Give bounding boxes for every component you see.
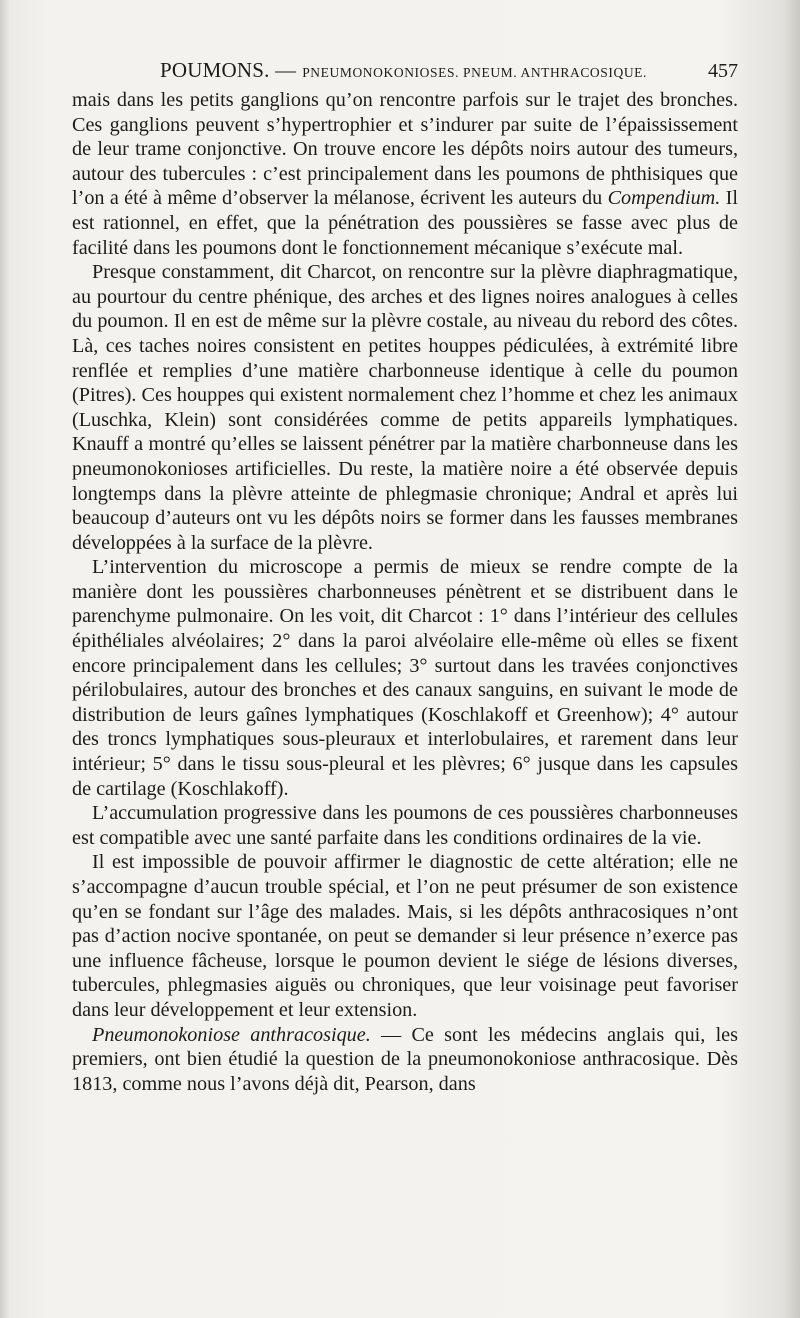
text-segment: Il est impossible de pouvoir affirmer le diagnostic de cette altération; elle ne s’accompagne d’aucun trouble spécial, et l’on ne peut présumer de son existence qu’en se fondant sur l’âge des malades. Mais, si les dépôts anthracosiques n’ont pas d’action nocive spontanée, on peut se demander si leur présence n’exerce pas une influence fâcheuse, lorsque le poumon devient le siége de lésions diverses, tubercules, phlegmasies aiguës ou chroniques, que leur voisinage peut favoriser dans leur développement et leur extension.: [72, 851, 738, 1021]
running-title-main: POUMONS. —: [160, 58, 297, 82]
page-edge-shadow-left: [0, 0, 10, 1318]
italic-text-segment: Pneumonokoniose anthracosique.: [92, 1023, 371, 1046]
running-head: [72, 58, 738, 86]
text-segment: mais dans les petits ganglions qu’on rencontre parfois sur le trajet des bronches. Ces ganglions peuvent s’hypertrophier et s’indurer par suite de l’épaississement de leur trame conjonctive. On trouve encore les dépôts noirs autour des tumeurs, autour des tubercules : c’est principalement dans les poumons de phthisiques que l’on a été à même d’observer la mélanose, écrivent les auteurs du: [72, 89, 738, 210]
italic-text-segment: Compendium.: [607, 187, 721, 210]
text-segment: Il est rationnel, en effet, que la pénétration des poussières se fasse avec plus de facilité dans les poumons dont le fonctionnement mécanique s’exécute mal.: [72, 187, 738, 259]
text-segment: L’accumulation progressive dans les poumons de ces poussières charbonneuses est compatible avec une santé parfaite dans les conditions ordinaires de la vie.: [72, 802, 738, 849]
text-segment: L’intervention du microscope a permis de mieux se rendre compte de la manière dont les poussières charbonneuses pénètrent et se distribuent dans le parenchyme pulmonaire. On les voit, dit Charcot : 1° dans l’intérieur des cellules épithéliales alvéolaires; 2° dans la paroi alvéolaire elle-même où elles se fixent encore principalement dans les cellules; 3° surtout dans les travées conjonctives périlobulaires, autour des bronches et des canaux sanguins, en suivant le mode de distribution de leurs gaînes lymphatiques (Koschlakoff et Greenhow); 4° autour des troncs lymphatiques sous-pleuraux et interlobulaires, et rarement dans leur intérieur; 5° dans le tissu sous-pleural et les plèvres; 6° jusque dans les capsules de cartilage (Koschlakoff).: [72, 556, 738, 800]
paragraph: [72, 801, 738, 850]
text-segment: — Ce sont les médecins anglais qui, les premiers, ont bien étudié la question de la pneumonokoniose anthracosique. Dès 1813, comme nous l’avons déjà dit, Pearson, dans: [72, 1023, 738, 1095]
text-segment: Presque constamment, dit Charcot, on rencontre sur la plèvre diaphragmatique, au pourtour du centre phénique, des arches et des lignes noires analogues à celles du poumon. Il en est de même sur la plèvre costale, au niveau du rebord des côtes. Là, ces taches noires consistent en petites houppes pédiculées, à extrémité libre renflée et remplies d’une matière charbonneuse identique à celle du poumon (Pitres). Ces houppes qui existent normalement chez l’homme et chez les animaux (Luschka, Klein) sont considérées comme de petits appareils lymphatiques. Knauff a montré qu’elles se laissent pénétrer par la matière charbonneuse dans les pneumonokonioses artificielles. Du reste, la matière noire a été observée depuis longtemps dans la plèvre atteinte de phlegmasie chronique; Andral et après lui beaucoup d’auteurs ont vu les dépôts noirs se former dans les fausses membranes développées à la surface de la plèvre.: [72, 261, 738, 554]
page-number: 457: [708, 60, 738, 82]
page-edge-shadow-right: [784, 0, 800, 1318]
paragraph: [72, 260, 738, 555]
running-title-subtitle: PNEUMONOKONIOSES. PNEUM. ANTHRACOSIQUE.: [302, 65, 647, 80]
paragraph: [72, 555, 738, 801]
body-text: [72, 88, 738, 1096]
paragraph: [72, 1023, 738, 1097]
paragraph: [72, 850, 738, 1022]
paragraph: [72, 88, 738, 260]
running-title: [160, 58, 647, 83]
